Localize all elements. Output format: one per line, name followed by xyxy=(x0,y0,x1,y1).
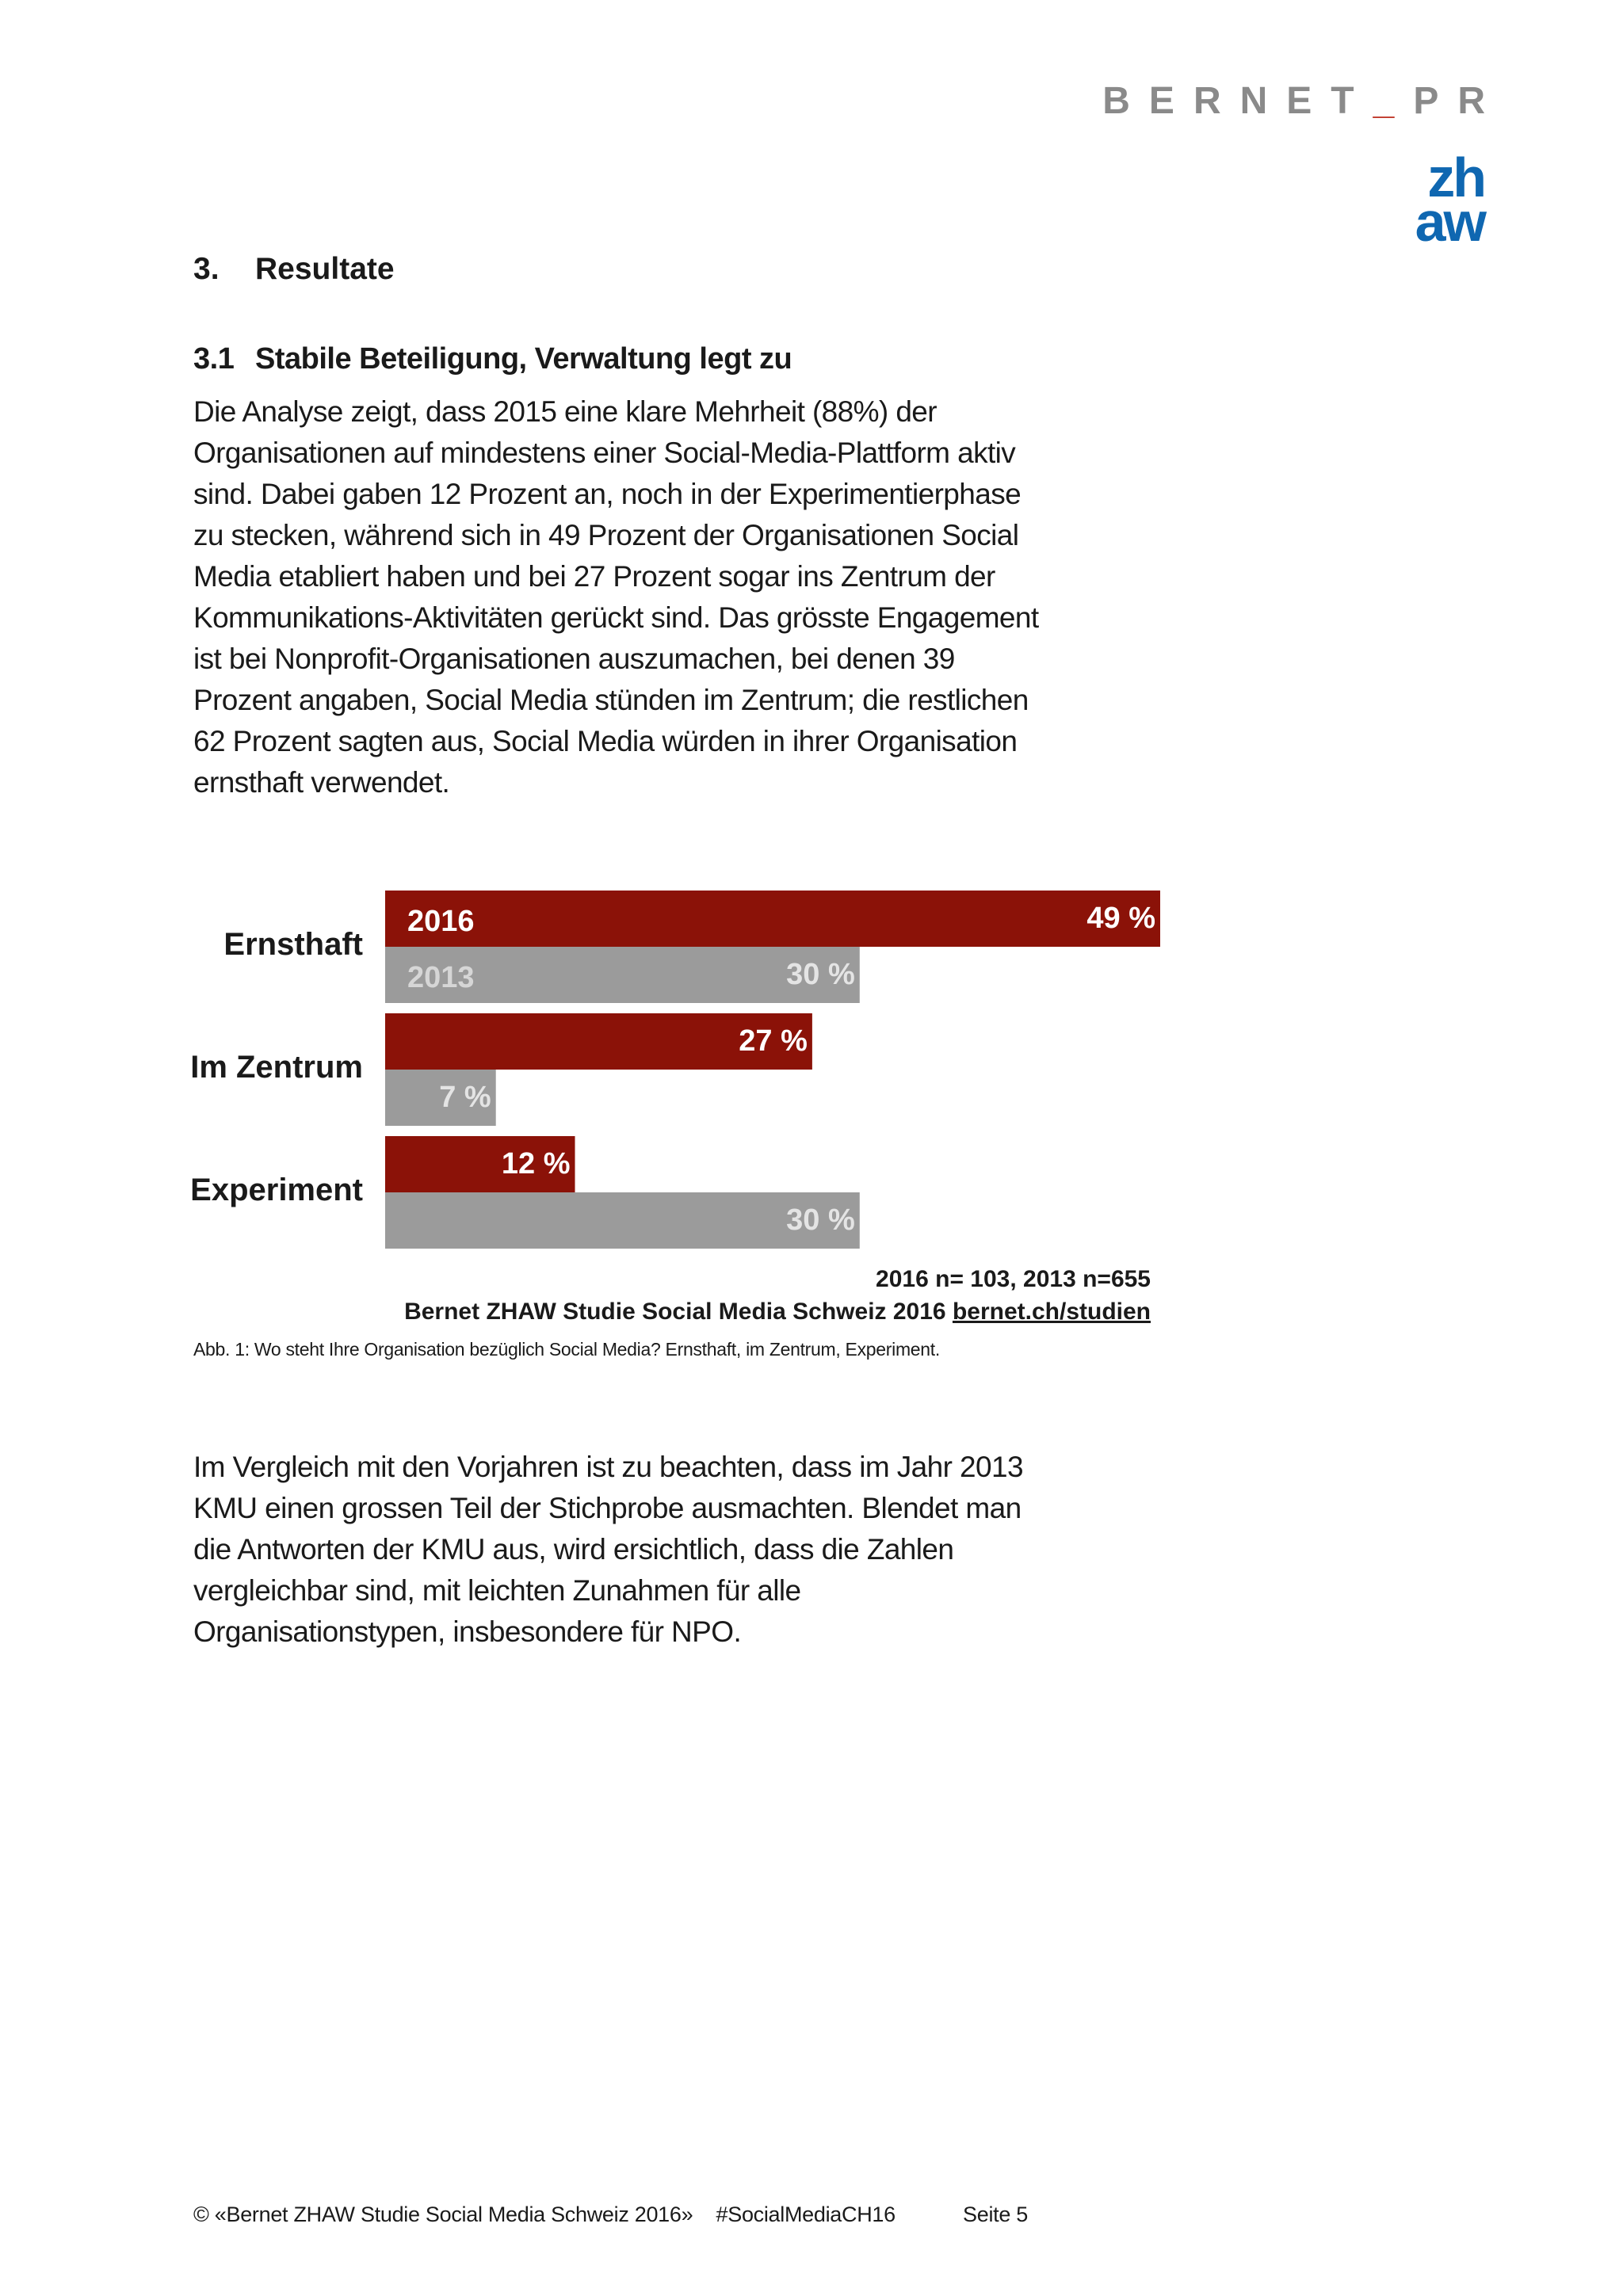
subsection-title: Stabile Beteiligung, Verwaltung legt zu xyxy=(255,342,792,376)
data-label: 12 % xyxy=(501,1147,571,1180)
series-label: 2016 xyxy=(407,905,475,938)
bernet-logo-text: BERNET xyxy=(1102,80,1373,122)
footer-copyright: © «Bernet ZHAW Studie Social Media Schweiz 2016» xyxy=(193,2203,693,2226)
footer-hashtag: #SocialMediaCH16 xyxy=(716,2203,896,2226)
bernet-pr-logo xyxy=(1102,79,1504,123)
section-number: 3. xyxy=(193,252,220,286)
chart-source-text: Bernet ZHAW Studie Social Media Schweiz 2016 xyxy=(404,1299,953,1323)
section-heading xyxy=(193,252,395,287)
data-label: 30 % xyxy=(786,1203,855,1237)
bernet-logo-pr: PR xyxy=(1413,80,1504,122)
data-label: 27 % xyxy=(739,1024,808,1058)
chart-source-link[interactable]: bernet.ch/studien xyxy=(952,1299,1151,1323)
data-label: 30 % xyxy=(786,958,855,991)
category-label: Experiment xyxy=(190,1173,363,1207)
data-label: 49 % xyxy=(1086,902,1155,935)
category-label: Ernsthaft xyxy=(223,927,363,962)
subsection-number: 3.1 xyxy=(193,342,235,376)
bernet-logo-underscore: _ xyxy=(1373,80,1414,122)
data-label: 7 % xyxy=(439,1081,491,1114)
footer-page-number: Seite 5 xyxy=(963,2203,1029,2226)
category-label: Im Zentrum xyxy=(190,1050,363,1085)
section-title: Resultate xyxy=(255,252,395,286)
figure-caption: Abb. 1: Wo steht Ihre Organisation bezüglich Social Media? Ernsthaft, im Zentrum, Experiment. xyxy=(193,1339,940,1360)
comparison-paragraph: Im Vergleich mit den Vorjahren ist zu beachten, dass im Jahr 2013 KMU einen grossen Teil der Stichprobe ausmachten. Blendet man die Antworten der KMU aus, wird ersichtlich, dass die Zahlen vergleichbar sind, mit leichten Zunahmen für alle Organisationstypen, insbesondere für NPO. xyxy=(193,1451,1023,1648)
chart-source xyxy=(404,1299,1151,1323)
subsection-heading xyxy=(193,342,792,376)
intro-paragraph: Die Analyse zeigt, dass 2015 eine klare Mehrheit (88%) der Organisationen auf mindestens einer Social-Media-Plattform aktiv sind. Dabei gaben 12 Prozent an, noch in der Experimentierphase zu stecken, während sich in 49 Prozent der Organisationen Social Media etabliert haben und bei 27 Prozent sogar ins Zentrum der Kommunikations-Aktivitäten gerückt sind. Das grösste Engagement ist bei Nonprofit-Organisationen auszumachen, bei denen 39 Prozent angaben, Social Media stünden im Zentrum; die restlichen 62 Prozent sagten aus, Social Media würden in ihrer Organisation ernsthaft verwendet. xyxy=(193,395,1039,799)
zhaw-logo-top: zh xyxy=(1427,147,1484,208)
zhaw-logo xyxy=(1389,147,1484,253)
bar-chart xyxy=(190,879,1173,1323)
bar-2016 xyxy=(385,891,1160,947)
bar-chart-svg xyxy=(190,879,1173,1323)
zhaw-logo-bottom: aw xyxy=(1415,191,1484,253)
page-footer xyxy=(193,2203,1028,2227)
series-label: 2013 xyxy=(407,961,475,994)
sample-size-note: 2016 n= 103, 2013 n=655 xyxy=(876,1266,1151,1292)
